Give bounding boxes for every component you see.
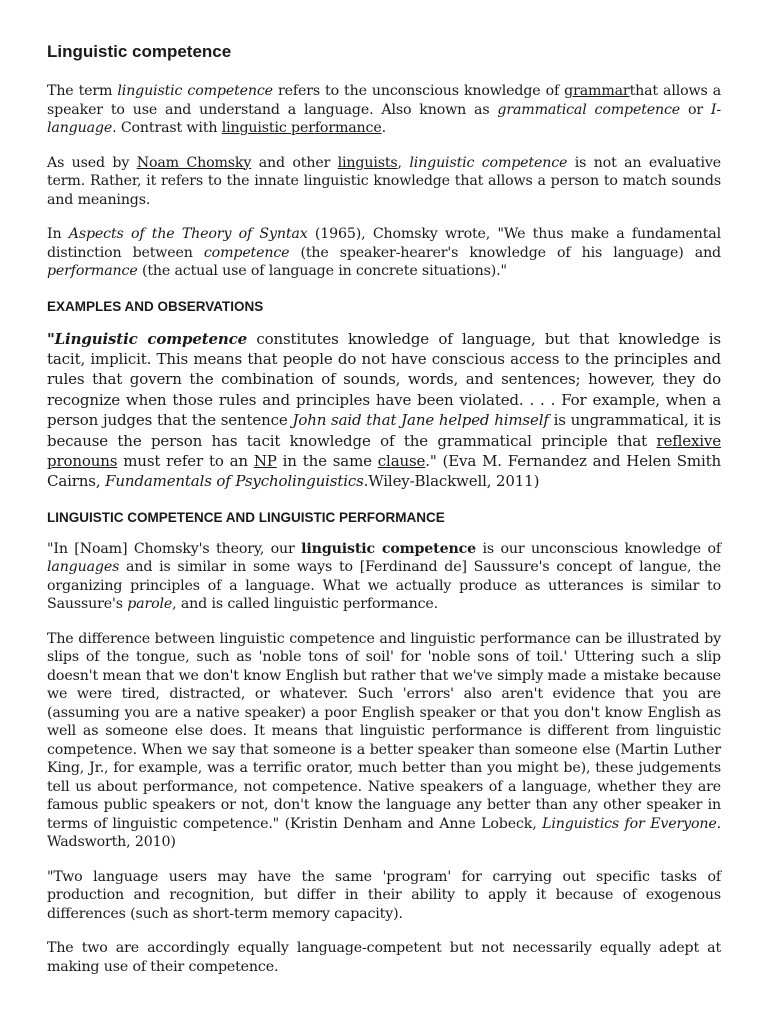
link-noam-chomsky[interactable]: Noam Chomsky [136,154,252,171]
book-title: Fundamentals of Psycholinguistics [105,472,364,491]
text: "In [Noam] Chomsky's theory, our [47,540,302,557]
text: that allows a speaker to use and understand a language. Also known as [47,83,722,118]
document-page [47,40,721,992]
paragraph-conclusion: The two are accordingly equally language-competent but not necessarily equally adept at making use of their competence. [47,940,721,975]
book-title: Aspects of the Theory of Syntax [68,226,308,242]
term-italic: linguistic competence [117,83,273,99]
section-heading-examples: EXAMPLES AND OBSERVATIONS [47,298,264,314]
term-bold: linguistic competence [301,540,476,557]
paragraph-definition [47,82,721,138]
text: is ungrammatical, it is because the person has tacit knowledge of the grammatical principle that [47,411,721,450]
example-sentence: John said that Jane helped himself [292,411,549,430]
term-italic: grammatical competence [497,101,681,118]
text: is our unconscious knowledge of [476,540,721,557]
text: . Wadsworth, 2010) [47,815,722,851]
term-bold-italic: "Linguistic competence [47,329,248,348]
text: or [680,101,711,118]
paragraph-fernandez-quote [47,329,721,492]
text: . [381,120,386,136]
text: and is similar in some ways to [Ferdinand de] Saussure's concept of langue, the organizing principles of a language. What we actually produce as utterances is similar to Saussure's [47,559,721,613]
paragraph-language-users: "Two language users may have the same 'program' for carrying out specific tasks of production and recognition, but differ in their ability to apply it because of exogenous differences (such as short-term memory capacity). [47,868,721,922]
term-italic: languages [47,559,120,576]
page-title: Linguistic competence [47,42,232,61]
term-italic: performance [47,263,138,279]
section-heading-competence-performance: LINGUISTIC COMPETENCE AND LINGUISTIC PERFORMANCE [47,509,445,525]
term-italic: I-language [47,101,722,136]
text: refers to the unconscious knowledge of [272,83,565,99]
link-clause[interactable]: clause [377,451,426,470]
text: and other [251,154,338,171]
text: .Wiley-Blackwell, 2011) [363,472,540,491]
text: constitutes knowledge of language, but that knowledge is tacit, implicit. This means that people do not have conscious access to the principles and rules that govern the combination of sounds, words, and sentences; however, they do recognize when those rules and principles have been violated. . . . For example, when a person judges that the sentence [47,329,721,430]
text: The term [47,83,118,99]
text: In [47,226,69,242]
text: , [397,154,410,171]
text: must refer to an [117,451,254,470]
paragraph-slips-of-tongue [47,630,721,852]
text: (the speaker-hearer's knowledge of his language) and [289,244,721,261]
text: in the same [276,451,378,470]
link-linguistic-performance[interactable]: linguistic performance [221,120,382,136]
text: ." (Eva M. Fernandez and Helen Smith Cairns, [47,451,721,491]
text: (the actual use of language in concrete situations)." [137,263,507,279]
text: . Contrast with [112,120,222,136]
link-reflexive-pronouns[interactable]: reflexive pronouns [47,431,721,470]
term-italic: parole [127,596,173,613]
term-italic: linguistic competence [409,154,568,171]
paragraph-saussure [47,540,721,614]
link-np[interactable]: NP [253,451,277,470]
text: (1965), Chomsky wrote, "We thus make a fundamental distinction between [47,226,721,261]
book-title: Linguistics for Everyone [542,815,717,832]
link-grammar[interactable]: grammar [564,83,630,99]
text: The difference between linguistic competence and linguistic performance can be illustrated by slips of the tongue, such as 'noble tons of soil' for 'noble sons of toil.' Uttering such a slip doesn't mean that we don't know English but rather that we've simply made a mistake because we were tired, distracted, or whatever. Such 'errors' also aren't evidence that you are (assuming you are a native speaker) a poor English speaker or that you don't know English as well as someone else does. It means that linguistic performance is different from linguistic competence. When we say that someone is a better speaker than someone else (Martin Luther King, Jr., for example, was a terrific orator, much better than you might be), these judgements tell us about performance, not competence. Native speakers of a language, whether they are famous public speakers or not, don't know the language any better than any other speaker in terms of linguistic competence." (Kristin Denham and Anne Lobeck, [47,630,721,832]
paragraph-aspects [47,225,721,281]
paragraph-chomsky [47,154,721,210]
term-italic: competence [203,244,290,261]
text: , and is called linguistic performance. [172,596,438,613]
link-linguists[interactable]: linguists [337,154,398,171]
text: As used by [47,154,137,171]
text: is not an evaluative term. Rather, it refers to the innate linguistic knowledge that allows a person to match sounds and meanings. [47,154,721,208]
